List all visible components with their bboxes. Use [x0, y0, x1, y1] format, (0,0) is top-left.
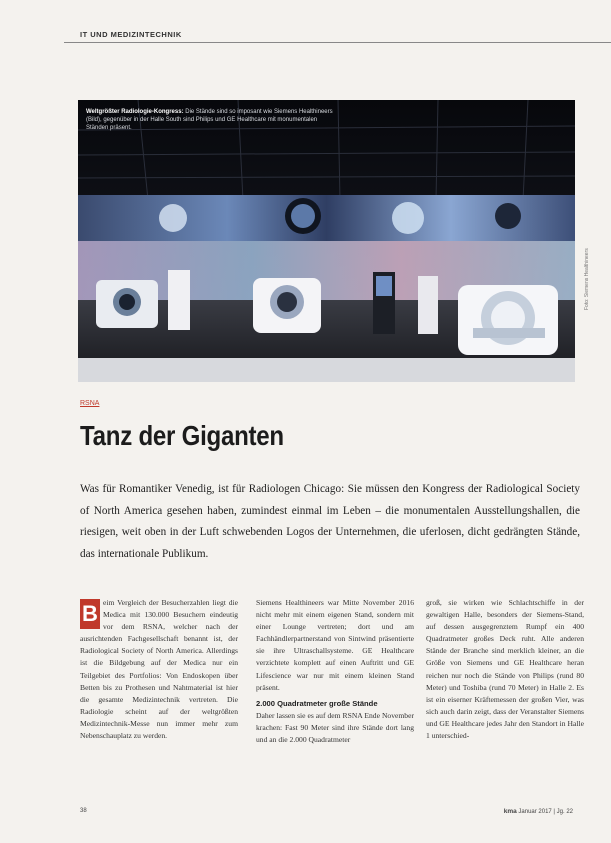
page-number: 38 [80, 808, 87, 814]
column-1-text: eim Vergleich der Besucherzahlen liegt die Medica mit 130.000 Besuchern eindeutig vor dem RSNA, welcher nach der ausrichtenden Fachgesellschaft benannt ist, der Radiological Society of North America. Allerdings ist die Bildgebung auf der Medica nur ein Teilgebiet des Portfolios: Von Endoskopen über Betten bis zu Prothesen und Nahtmaterial ist hier die gesamte Medizintechnik vertreten. Die Radiologie scheint auf der weltgrößten Medizintechnik-Messe nun immer mehr zum Nebenschauplatz zu werden. [80, 598, 238, 741]
caption-text: Die Stände sind so imposant wie Siemens Healthineers (Bild), gegenüber in der Halle South sind Philips und GE Healthcare mit monumentalen Ständen präsent. [86, 109, 333, 132]
article-subhead: 2.000 Quadratmeter große Stände [256, 698, 378, 708]
caption-bold: Weltgrößter Radiologie-Kongress: [86, 109, 184, 115]
magazine-issue: Januar 2017 | Jg. 22 [518, 809, 573, 815]
photo-caption [86, 108, 336, 132]
article-lead: Was für Romantiker Venedig, ist für Radiologen Chicago: Sie müssen den Kongress der Radiological Society of North America gesehen haben, zumindest einmal im Leben – die monumentalen Ausstellungshallen, die riesigen, weit oben in der Luft schwebenden Logos der Unternehmen, die uferlosen, dicht gedrängten Stände, das internationale Publikum. [80, 483, 580, 560]
column-3-text: groß, sie wirken wie Schlachtschiffe in der gewaltigen Halle, besonders der Siemens-Stand, auf dessen ausgegrenztem Rumpf ein 400 Quadratmeter großes Deck ruht. Alle anderen Stände der Branche sind merklich kleiner, an die Größe von Siemens und GE Healthcare heran reichen nur noch die Stände von Philips (rund 80 Meter) und Toshiba (rund 70 Meter) in Halle 2. Es ist ein eiserner Kräftemessen der großen Vier, was sich auch darin zeigt, dass der Veranstalter Siemens und GE Healthcare jedes Jahr den Standort in Halle 1 unterschied- [426, 598, 584, 741]
magazine-footer [504, 808, 573, 815]
article-headline: Tanz der Giganten [80, 420, 284, 451]
photo-credit: Foto: Siemens Healthineers [584, 248, 590, 310]
drop-cap: B [80, 599, 100, 629]
column-2-continued-text: Daher lassen sie es auf dem RSNA Ende November krachen: Fast 90 Meter sind ihre Stände dort lang und an die 2.000 Quadratmeter [256, 710, 414, 745]
article-kicker: RSNA [80, 400, 100, 407]
section-tag: IT UND MEDIZINTECHNIK [80, 30, 182, 39]
article-column-2 [256, 597, 414, 746]
article-photo [78, 100, 575, 382]
exhibition-hall-illustration [78, 100, 575, 382]
magazine-name: kma [503, 808, 517, 815]
article-column-3 [426, 597, 584, 742]
article-column-1 [80, 597, 238, 742]
header-rule [64, 42, 611, 43]
column-2-text: Siemens Healthineers war Mitte November 2016 nicht mehr mit einem eigenen Stand, sondern mit einer Lounge vertreten; dort und am Fachhändlerpartnerstand von Sintwind präsentierte sie ihre Ultraschallsysteme. GE Healthcare verzichtete komplett auf einen Auftritt und GE Lifescience war nur mit einem kleinen Stand präsent. [256, 598, 414, 692]
